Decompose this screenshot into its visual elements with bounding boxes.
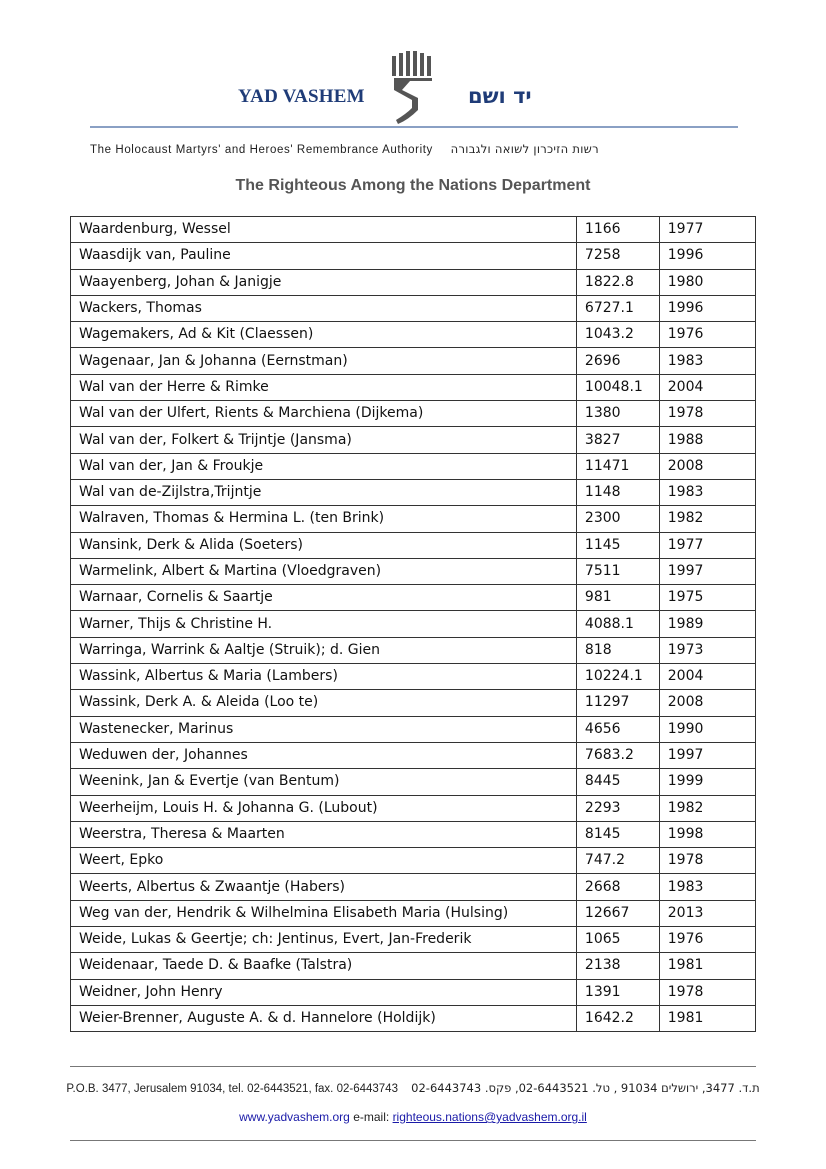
menorah-logo-icon	[388, 50, 438, 128]
name-cell: Wackers, Thomas	[71, 295, 577, 321]
year-cell: 2013	[659, 900, 755, 926]
table-row	[71, 611, 756, 637]
name-cell: Wal van der, Jan & Froukje	[71, 453, 577, 479]
year-cell: 1997	[659, 558, 755, 584]
name-cell: Wal van der Ulfert, Rients & Marchiena (Dijkema)	[71, 401, 577, 427]
file-number-cell: 1380	[576, 401, 659, 427]
address-hebrew: ת.ד. 3477, ירושלים 91034 , טל. 02-6443521, פקס. 02-6443743	[411, 1081, 760, 1095]
name-cell: Wal van der, Folkert & Trijntje (Jansma)	[71, 427, 577, 453]
table-row	[71, 795, 756, 821]
name-cell: Waayenberg, Johan & Janigje	[71, 269, 577, 295]
name-cell: Wassink, Derk A. & Aleida (Loo te)	[71, 690, 577, 716]
file-number-cell: 8445	[576, 769, 659, 795]
file-number-cell: 747.2	[576, 848, 659, 874]
year-cell: 1982	[659, 506, 755, 532]
year-cell: 1990	[659, 716, 755, 742]
file-number-cell: 4656	[576, 716, 659, 742]
table-row	[71, 874, 756, 900]
table-row	[71, 769, 756, 795]
file-number-cell: 3827	[576, 427, 659, 453]
file-number-cell: 1391	[576, 979, 659, 1005]
name-cell: Wansink, Derk & Alida (Soeters)	[71, 532, 577, 558]
table-row	[71, 453, 756, 479]
name-cell: Weerts, Albertus & Zwaantje (Habers)	[71, 874, 577, 900]
name-cell: Waardenburg, Wessel	[71, 217, 577, 243]
year-cell: 1978	[659, 401, 755, 427]
year-cell: 1997	[659, 742, 755, 768]
footer-top-rule	[70, 1066, 756, 1067]
file-number-cell: 1642.2	[576, 1005, 659, 1031]
file-number-cell: 7258	[576, 243, 659, 269]
file-number-cell: 8145	[576, 821, 659, 847]
file-number-cell: 1065	[576, 927, 659, 953]
year-cell: 1977	[659, 532, 755, 558]
file-number-cell: 11471	[576, 453, 659, 479]
footer-bottom-rule	[70, 1140, 756, 1141]
file-number-cell: 7683.2	[576, 742, 659, 768]
year-cell: 1998	[659, 821, 755, 847]
table-row	[71, 821, 756, 847]
file-number-cell: 2293	[576, 795, 659, 821]
table-row	[71, 506, 756, 532]
year-cell: 1978	[659, 979, 755, 1005]
header-rule	[90, 126, 738, 128]
footer-address	[0, 1081, 826, 1095]
name-cell: Warner, Thijs & Christine H.	[71, 611, 577, 637]
table-row	[71, 295, 756, 321]
file-number-cell: 1148	[576, 479, 659, 505]
name-cell: Weerheijm, Louis H. & Johanna G. (Lubout)	[71, 795, 577, 821]
year-cell: 1978	[659, 848, 755, 874]
file-number-cell: 4088.1	[576, 611, 659, 637]
file-number-cell: 2696	[576, 348, 659, 374]
name-cell: Weenink, Jan & Evertje (van Bentum)	[71, 769, 577, 795]
website-link[interactable]: www.yadvashem.org	[239, 1110, 350, 1124]
table-row	[71, 637, 756, 663]
year-cell: 1983	[659, 348, 755, 374]
year-cell: 1989	[659, 611, 755, 637]
file-number-cell: 6727.1	[576, 295, 659, 321]
righteous-table	[70, 216, 756, 1032]
table-row	[71, 585, 756, 611]
name-cell: Warmelink, Albert & Martina (Vloedgraven)	[71, 558, 577, 584]
year-cell: 1973	[659, 637, 755, 663]
name-cell: Wagemakers, Ad & Kit (Claessen)	[71, 322, 577, 348]
file-number-cell: 981	[576, 585, 659, 611]
file-number-cell: 2668	[576, 874, 659, 900]
table-row	[71, 348, 756, 374]
name-cell: Weidenaar, Taede D. & Baafke (Talstra)	[71, 953, 577, 979]
year-cell: 1977	[659, 217, 755, 243]
email-label: e-mail:	[353, 1110, 390, 1124]
table-row	[71, 532, 756, 558]
table-row	[71, 427, 756, 453]
year-cell: 1988	[659, 427, 755, 453]
name-cell: Wassink, Albertus & Maria (Lambers)	[71, 664, 577, 690]
name-cell: Weide, Lukas & Geertje; ch: Jentinus, Evert, Jan-Frederik	[71, 927, 577, 953]
year-cell: 1976	[659, 322, 755, 348]
name-cell: Wastenecker, Marinus	[71, 716, 577, 742]
year-cell: 1999	[659, 769, 755, 795]
table-row	[71, 848, 756, 874]
name-cell: Weier-Brenner, Auguste A. & d. Hannelore (Holdijk)	[71, 1005, 577, 1031]
file-number-cell: 12667	[576, 900, 659, 926]
year-cell: 1975	[659, 585, 755, 611]
brand-name-hebrew: יד ושם	[468, 84, 532, 108]
table-row	[71, 217, 756, 243]
file-number-cell: 1145	[576, 532, 659, 558]
authority-english: The Holocaust Martyrs' and Heroes' Remembrance Authority	[90, 144, 433, 156]
file-number-cell: 7511	[576, 558, 659, 584]
table-row	[71, 690, 756, 716]
table-row	[71, 558, 756, 584]
table-row	[71, 322, 756, 348]
name-cell: Weert, Epko	[71, 848, 577, 874]
table-row	[71, 979, 756, 1005]
name-cell: Weduwen der, Johannes	[71, 742, 577, 768]
name-cell: Warringa, Warrink & Aaltje (Struik); d. Gien	[71, 637, 577, 663]
year-cell: 1976	[659, 927, 755, 953]
name-cell: Wal van der Herre & Rimke	[71, 374, 577, 400]
name-cell: Walraven, Thomas & Hermina L. (ten Brink)	[71, 506, 577, 532]
table-row	[71, 927, 756, 953]
table-row	[71, 716, 756, 742]
authority-line	[90, 142, 599, 156]
file-number-cell: 2300	[576, 506, 659, 532]
table-row	[71, 953, 756, 979]
authority-hebrew: רשות הזיכרון לשואה ולגבורה	[450, 142, 599, 156]
table-row	[71, 401, 756, 427]
name-cell: Weg van der, Hendrik & Wilhelmina Elisabeth Maria (Hulsing)	[71, 900, 577, 926]
file-number-cell: 1166	[576, 217, 659, 243]
file-number-cell: 818	[576, 637, 659, 663]
year-cell: 1996	[659, 243, 755, 269]
footer-contact	[0, 1110, 826, 1124]
letterhead	[0, 0, 826, 200]
year-cell: 1981	[659, 953, 755, 979]
name-cell: Weidner, John Henry	[71, 979, 577, 1005]
name-cell: Wagenaar, Jan & Johanna (Eernstman)	[71, 348, 577, 374]
department-title: The Righteous Among the Nations Department	[235, 177, 591, 194]
year-cell: 1982	[659, 795, 755, 821]
table-row	[71, 664, 756, 690]
name-cell: Warnaar, Cornelis & Saartje	[71, 585, 577, 611]
year-cell: 2008	[659, 453, 755, 479]
brand-name-english: YAD VASHEM	[238, 86, 365, 107]
name-cell: Waasdijk van, Pauline	[71, 243, 577, 269]
file-number-cell: 10224.1	[576, 664, 659, 690]
table-row	[71, 1005, 756, 1031]
year-cell: 2008	[659, 690, 755, 716]
name-cell: Wal van de-Zijlstra,Trijntje	[71, 479, 577, 505]
address-english: P.O.B. 3477, Jerusalem 91034, tel. 02-6443521, fax. 02-6443743	[66, 1083, 398, 1095]
year-cell: 1983	[659, 479, 755, 505]
name-cell: Weerstra, Theresa & Maarten	[71, 821, 577, 847]
year-cell: 2004	[659, 374, 755, 400]
year-cell: 2004	[659, 664, 755, 690]
year-cell: 1996	[659, 295, 755, 321]
file-number-cell: 2138	[576, 953, 659, 979]
year-cell: 1980	[659, 269, 755, 295]
file-number-cell: 10048.1	[576, 374, 659, 400]
year-cell: 1981	[659, 1005, 755, 1031]
file-number-cell: 11297	[576, 690, 659, 716]
table-row	[71, 479, 756, 505]
year-cell: 1983	[659, 874, 755, 900]
email-link[interactable]: righteous.nations@yadvashem.org.il	[392, 1110, 587, 1124]
table-row	[71, 269, 756, 295]
table-row	[71, 742, 756, 768]
file-number-cell: 1822.8	[576, 269, 659, 295]
table-body	[71, 217, 756, 1032]
table-row	[71, 900, 756, 926]
table-row	[71, 374, 756, 400]
table-row	[71, 243, 756, 269]
file-number-cell: 1043.2	[576, 322, 659, 348]
